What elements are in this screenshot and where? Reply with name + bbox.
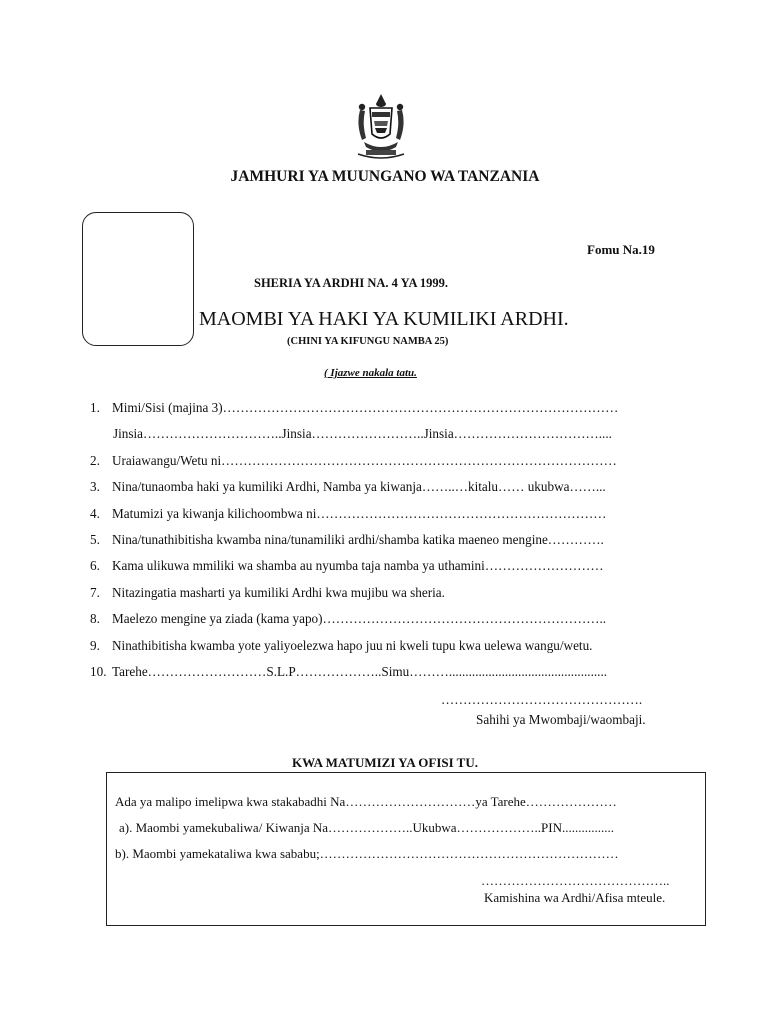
item-text: Jinsia…………………………..Jinsia……………………..Jinsia……………………………....	[113, 426, 612, 441]
item-text: Kama ulikuwa mmiliki wa shamba au nyumba taja namba ya uthamini………………………	[112, 558, 604, 573]
item-text: Nina/tunaomba haki ya kumiliki Ardhi, Namba ya kiwanja……..…kitalu…… ukubwa……...	[112, 479, 606, 494]
office-use-heading: KWA MATUMIZI YA OFISI TU.	[291, 755, 478, 770]
copies-instruction: ( Ijazwe nakala tatu.	[324, 367, 417, 379]
commissioner-signature-label: Kamishina wa Ardhi/Afisa mteule.	[484, 890, 666, 905]
item-date-contact	[90, 664, 607, 680]
item-number: 10.	[90, 664, 107, 679]
form-subtitle: (CHINI YA KIFUNGU NAMBA 25)	[287, 336, 449, 347]
photo-box	[82, 212, 194, 346]
form-number: Fomu Na.19	[587, 242, 655, 257]
item-number: 7.	[90, 585, 100, 600]
item-gender	[113, 426, 612, 442]
item-text: Ninathibitisha kwamba yote yaliyoelezwa hapo juu ni kweli tupu kwa uelewa wangu/wetu.	[112, 638, 593, 653]
office-rejected-line: b). Maombi yamekataliwa kwa sababu;……………………………………………………………	[115, 846, 619, 861]
item-declaration	[90, 638, 592, 654]
item-text: Nitazingatia masharti ya kumiliki Ardhi kwa mujibu wa sheria.	[112, 585, 445, 600]
coat-of-arms-icon	[352, 92, 410, 160]
item-number: 4.	[90, 506, 100, 521]
item-text: Matumizi ya kiwanja kilichoombwa ni…………………………………………………………	[112, 506, 607, 521]
item-plot-request	[90, 479, 606, 495]
item-text: Maelezo mengine ya ziada (kama yapo)………………………………………………………..	[112, 611, 607, 626]
applicant-signature-line: ……………………………………….	[441, 692, 643, 707]
item-text: Uraiawangu/Wetu ni………………………………………………………………………………	[112, 453, 617, 468]
item-citizenship	[90, 453, 617, 469]
item-number: 6.	[90, 558, 100, 573]
item-number: 3.	[90, 479, 100, 494]
item-number: 9.	[90, 638, 100, 653]
item-conditions	[90, 585, 445, 601]
item-valuation	[90, 558, 604, 574]
item-names	[90, 400, 618, 416]
item-number: 1.	[90, 400, 100, 415]
commissioner-signature-line: ……………………………………..	[481, 873, 670, 888]
item-additional-info	[90, 611, 606, 627]
item-text: Mimi/Sisi (majina 3)………………………………………………………………………………	[112, 400, 619, 415]
office-payment-line: Ada ya malipo imelipwa kwa stakabadhi Na…………………………ya Tarehe…………………	[115, 794, 617, 809]
item-land-use	[90, 506, 607, 522]
office-use-box	[106, 772, 706, 926]
item-number: 8.	[90, 611, 100, 626]
office-approved-line: a). Maombi yamekubaliwa/ Kiwanja Na………………..Ukubwa………………..PIN................	[119, 820, 615, 835]
item-number: 5.	[90, 532, 100, 547]
item-text: Tarehe………………………S.L.P………………..Simu………................................................	[112, 664, 608, 679]
item-other-land	[90, 532, 604, 548]
item-text: Nina/tunathibitisha kwamba nina/tunamiliki ardhi/shamba katika maeneo mengine………….	[112, 532, 604, 547]
law-reference: SHERIA YA ARDHI NA. 4 YA 1999.	[254, 276, 449, 290]
item-number: 2.	[90, 453, 100, 468]
form-title: MAOMBI YA HAKI YA KUMILIKI ARDHI.	[199, 308, 569, 330]
applicant-signature-label: Sahihi ya Mwombaji/waombaji.	[476, 712, 646, 727]
country-heading: JAMHURI YA MUUNGANO WA TANZANIA	[230, 168, 540, 185]
